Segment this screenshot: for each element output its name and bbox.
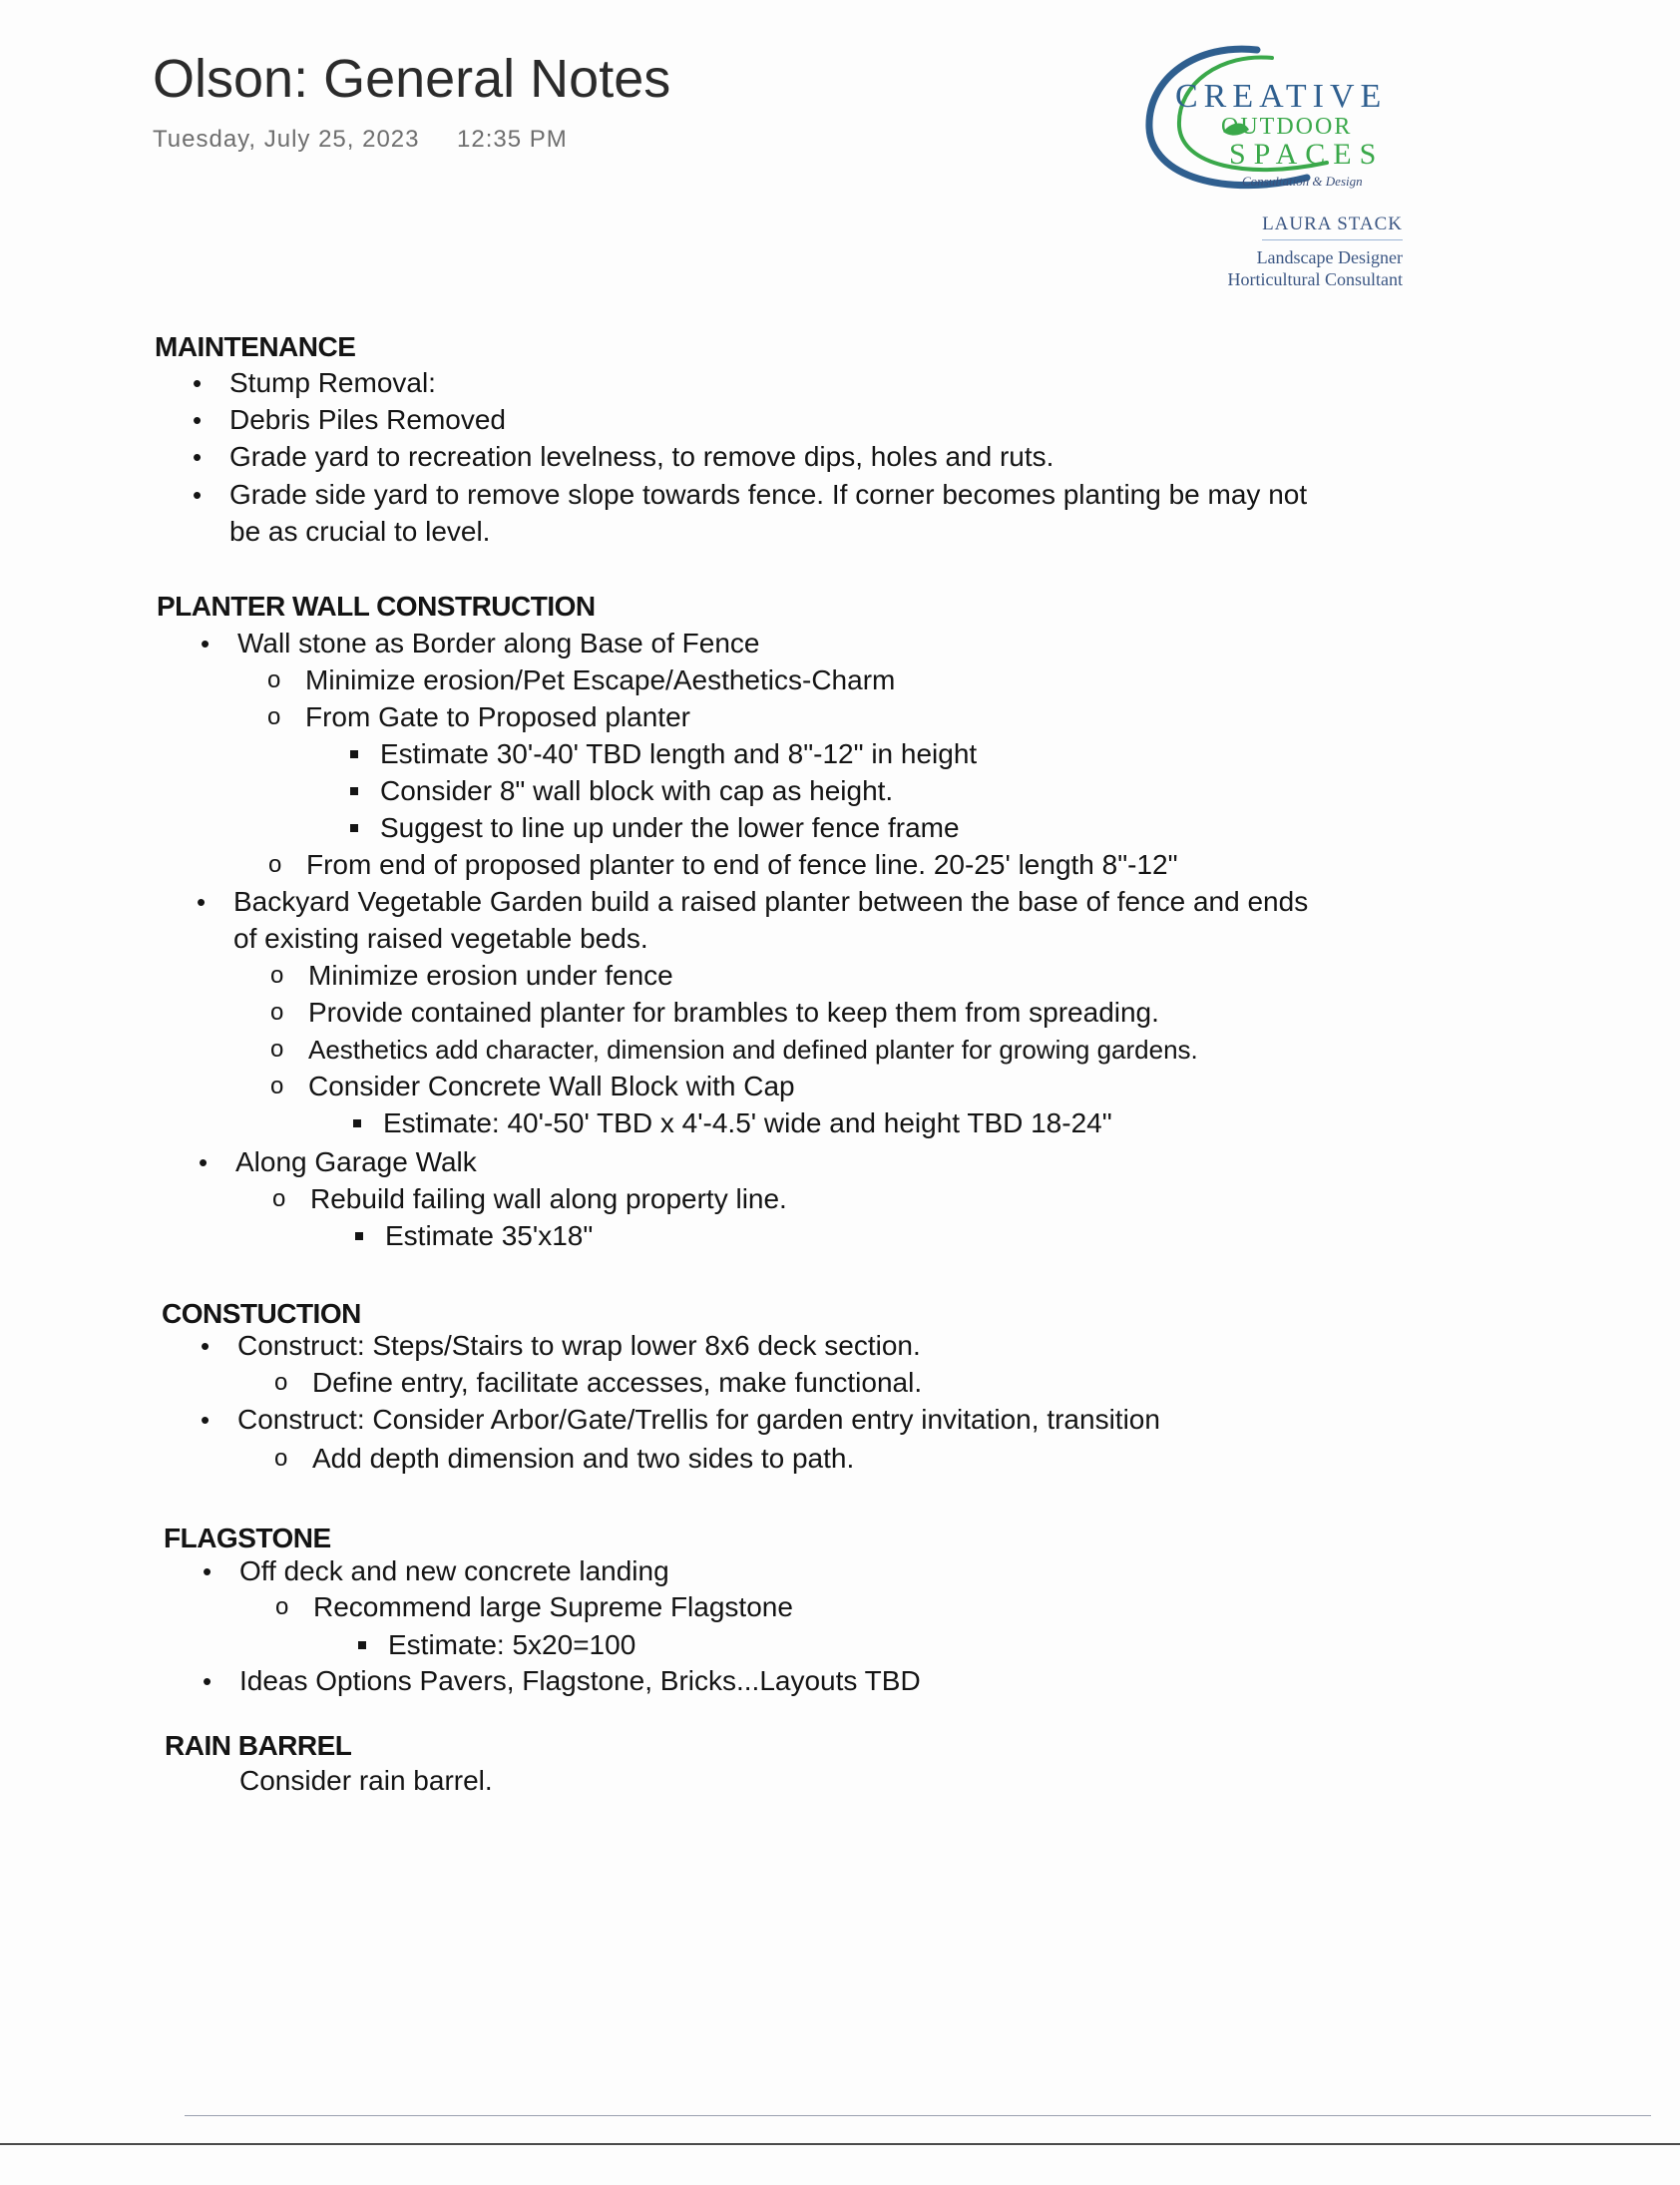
list-item-continuation: be as crucial to level. <box>229 516 491 547</box>
list-item: • Along Garage Walk <box>235 1144 477 1180</box>
list-subitem: o From end of proposed planter to end of fence line. 20-25' length 8"-12" <box>306 847 1178 883</box>
list-subsubitem: Consider 8" wall block with cap as height. <box>380 773 893 809</box>
contact-role-consultant: Horticultural Consultant <box>1227 269 1403 289</box>
list-subitem: o From Gate to Proposed planter <box>305 699 690 735</box>
list-subitem: o Rebuild failing wall along property line. <box>310 1181 787 1217</box>
list-subsubitem: Estimate: 40'-50' TBD x 4'-4.5' wide and height TBD 18-24" <box>383 1105 1112 1141</box>
list-subsubitem: Estimate: 5x20=100 <box>388 1627 635 1663</box>
list-item: • Construct: Consider Arbor/Gate/Trellis for garden entry invitation, transition <box>237 1402 1160 1438</box>
section-heading-flagstone: FLAGSTONE <box>164 1523 331 1553</box>
list-item: • Ideas Options Pavers, Flagstone, Bricks...Layouts TBD <box>239 1663 921 1699</box>
contact-role-designer: Landscape Designer <box>1256 247 1403 267</box>
divider <box>0 2143 1680 2145</box>
list-item: • Stump Removal: <box>229 365 436 401</box>
note-time: 12:35 PM <box>457 126 568 153</box>
list-subsubitem: Estimate 35'x18" <box>385 1218 593 1254</box>
logo-line-outdoor: OUTDOOR <box>1221 114 1353 140</box>
list-subitem: o Define entry, facilitate accesses, make functional. <box>312 1365 922 1401</box>
logo-line-creative: CREATIVE <box>1175 78 1388 115</box>
page-title: Olson: General Notes <box>153 49 671 109</box>
list-subitem: o Aesthetics add character, dimension and defined planter for growing gardens. <box>308 1032 1198 1068</box>
section-heading-rain-barrel: RAIN BARREL <box>165 1730 352 1761</box>
list-item: • Construct: Steps/Stairs to wrap lower 8x6 deck section. <box>237 1328 921 1364</box>
divider <box>185 2115 1651 2116</box>
list-item: • Grade yard to recreation levelness, to remove dips, holes and ruts. <box>229 439 1053 475</box>
contact-name: LAURA STACK <box>1262 214 1403 240</box>
contact-block <box>1228 214 1403 290</box>
list-subsubitem: Suggest to line up under the lower fence frame <box>380 810 960 846</box>
logo-tagline: Consultation & Design <box>1242 174 1363 189</box>
list-item-continuation: of existing raised vegetable beds. <box>233 923 648 954</box>
section-heading-planter-wall: PLANTER WALL CONSTRUCTION <box>157 591 596 622</box>
logo-wordmark <box>1175 78 1388 189</box>
list-subsubitem: Estimate 30'-40' TBD length and 8"-12" in height <box>380 736 977 772</box>
section-heading-maintenance: MAINTENANCE <box>155 331 356 362</box>
list-item: • Debris Piles Removed <box>229 402 506 438</box>
list-item: • Grade side yard to remove slope towards fence. If corner becomes planting be may not <box>229 477 1307 513</box>
rain-barrel-note: Consider rain barrel. <box>239 1765 493 1796</box>
list-subitem: o Provide contained planter for brambles to keep them from spreading. <box>308 995 1159 1031</box>
list-subitem: o Minimize erosion/Pet Escape/Aesthetics-Charm <box>305 662 895 698</box>
list-subitem: o Minimize erosion under fence <box>308 958 673 994</box>
list-item: • Off deck and new concrete landing <box>239 1553 669 1589</box>
list-subitem: o Consider Concrete Wall Block with Cap <box>308 1069 795 1104</box>
list-item: • Backyard Vegetable Garden build a raised planter between the base of fence and ends <box>233 884 1308 920</box>
section-heading-construction: CONSTUCTION <box>162 1298 361 1329</box>
logo-line-spaces: SPACES <box>1229 138 1385 171</box>
list-item: • Wall stone as Border along Base of Fence <box>237 626 759 661</box>
note-date: Tuesday, July 25, 2023 <box>153 126 420 153</box>
list-subitem: o Recommend large Supreme Flagstone <box>313 1589 793 1625</box>
list-subitem: o Add depth dimension and two sides to path. <box>312 1441 854 1477</box>
